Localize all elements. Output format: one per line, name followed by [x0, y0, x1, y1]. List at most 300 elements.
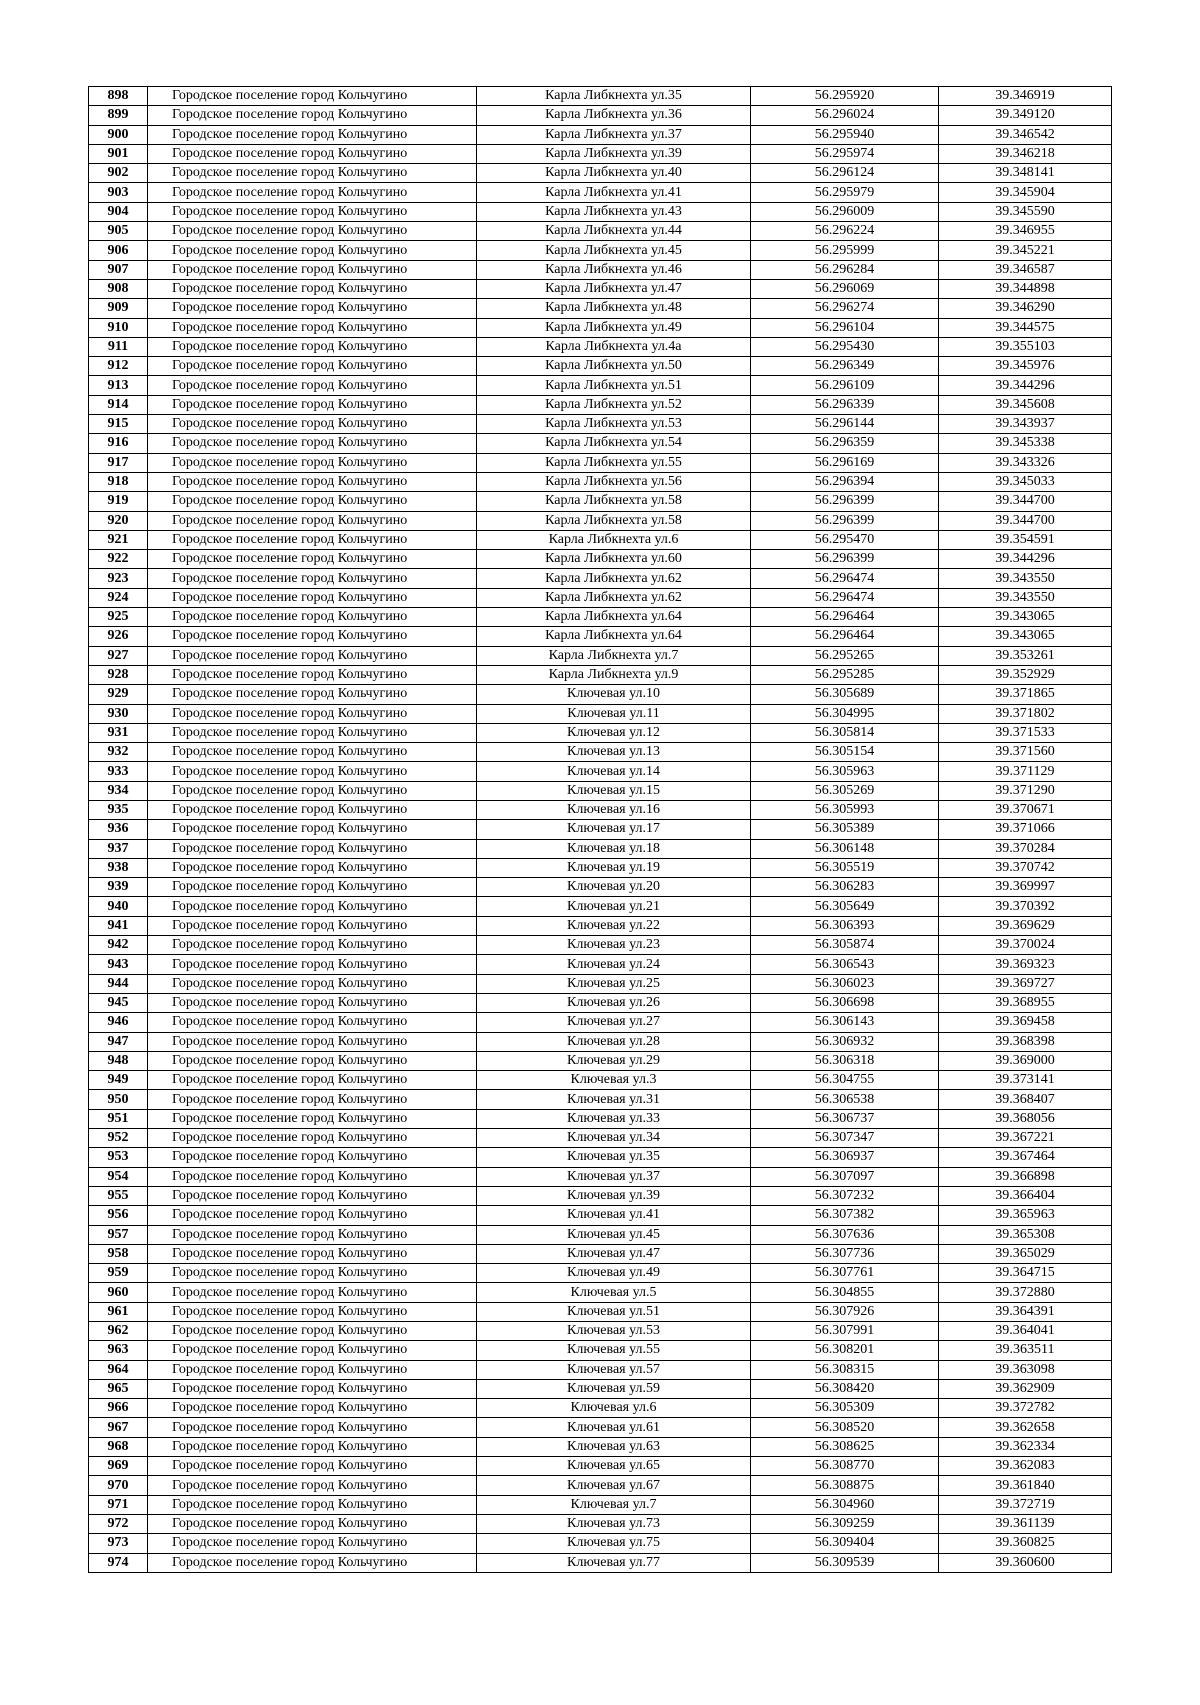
- municipality-cell: Городское поселение город Кольчугино: [148, 1302, 477, 1321]
- table-row: [89, 1051, 1112, 1070]
- longitude-cell: 39.343550: [939, 569, 1112, 588]
- latitude-cell: 56.306543: [751, 955, 939, 974]
- table-row: [89, 1109, 1112, 1128]
- latitude-cell: 56.296359: [751, 434, 939, 453]
- longitude-cell: 39.344296: [939, 376, 1112, 395]
- table-row: [89, 1534, 1112, 1553]
- latitude-cell: 56.296069: [751, 279, 939, 298]
- latitude-cell: 56.307736: [751, 1244, 939, 1263]
- table-body: [89, 87, 1112, 1573]
- table-row: [89, 743, 1112, 762]
- address-cell: Ключевая ул.20: [477, 878, 751, 897]
- row-number-cell: 959: [89, 1264, 148, 1283]
- table-row: [89, 492, 1112, 511]
- row-number-cell: 941: [89, 916, 148, 935]
- table-row: [89, 762, 1112, 781]
- address-cell: Карла Либкнехта ул.4а: [477, 337, 751, 356]
- address-cell: Ключевая ул.39: [477, 1186, 751, 1205]
- municipality-cell: Городское поселение город Кольчугино: [148, 1360, 477, 1379]
- table-row: [89, 183, 1112, 202]
- longitude-cell: 39.362334: [939, 1437, 1112, 1456]
- longitude-cell: 39.346919: [939, 87, 1112, 106]
- latitude-cell: 56.307761: [751, 1264, 939, 1283]
- address-cell: Ключевая ул.45: [477, 1225, 751, 1244]
- municipality-cell: Городское поселение город Кольчугино: [148, 1264, 477, 1283]
- address-cell: Ключевая ул.63: [477, 1437, 751, 1456]
- latitude-cell: 56.308875: [751, 1476, 939, 1495]
- latitude-cell: 56.296124: [751, 164, 939, 183]
- row-number-cell: 923: [89, 569, 148, 588]
- address-cell: Ключевая ул.15: [477, 781, 751, 800]
- address-cell: Карла Либкнехта ул.43: [477, 202, 751, 221]
- row-number-cell: 955: [89, 1186, 148, 1205]
- address-cell: Ключевая ул.6: [477, 1399, 751, 1418]
- table-row: [89, 260, 1112, 279]
- latitude-cell: 56.305154: [751, 743, 939, 762]
- municipality-cell: Городское поселение город Кольчугино: [148, 1109, 477, 1128]
- municipality-cell: Городское поселение город Кольчугино: [148, 376, 477, 395]
- latitude-cell: 56.306538: [751, 1090, 939, 1109]
- latitude-cell: 56.307636: [751, 1225, 939, 1244]
- latitude-cell: 56.307382: [751, 1206, 939, 1225]
- municipality-cell: Городское поселение город Кольчугино: [148, 685, 477, 704]
- row-number-cell: 948: [89, 1051, 148, 1070]
- longitude-cell: 39.369000: [939, 1051, 1112, 1070]
- address-cell: Карла Либкнехта ул.6: [477, 530, 751, 549]
- municipality-cell: Городское поселение город Кольчугино: [148, 1186, 477, 1205]
- address-cell: Ключевая ул.24: [477, 955, 751, 974]
- municipality-cell: Городское поселение город Кольчугино: [148, 627, 477, 646]
- table-row: [89, 453, 1112, 472]
- table-row: [89, 608, 1112, 627]
- table-row: [89, 1032, 1112, 1051]
- address-cell: Ключевая ул.19: [477, 858, 751, 877]
- longitude-cell: 39.372719: [939, 1495, 1112, 1514]
- table-row: [89, 1129, 1112, 1148]
- municipality-cell: Городское поселение город Кольчугино: [148, 820, 477, 839]
- address-cell: Карла Либкнехта ул.52: [477, 395, 751, 414]
- address-cell: Ключевая ул.23: [477, 936, 751, 955]
- latitude-cell: 56.295265: [751, 646, 939, 665]
- address-cell: Карла Либкнехта ул.60: [477, 550, 751, 569]
- address-cell: Ключевая ул.26: [477, 993, 751, 1012]
- row-number-cell: 902: [89, 164, 148, 183]
- row-number-cell: 906: [89, 241, 148, 260]
- table-row: [89, 1148, 1112, 1167]
- longitude-cell: 39.363511: [939, 1341, 1112, 1360]
- latitude-cell: 56.306737: [751, 1109, 939, 1128]
- row-number-cell: 908: [89, 279, 148, 298]
- longitude-cell: 39.372782: [939, 1399, 1112, 1418]
- row-number-cell: 942: [89, 936, 148, 955]
- row-number-cell: 962: [89, 1322, 148, 1341]
- municipality-cell: Городское поселение город Кольчугино: [148, 1437, 477, 1456]
- row-number-cell: 943: [89, 955, 148, 974]
- latitude-cell: 56.307232: [751, 1186, 939, 1205]
- municipality-cell: Городское поселение город Кольчугино: [148, 492, 477, 511]
- table-row: [89, 415, 1112, 434]
- address-cell: Ключевая ул.29: [477, 1051, 751, 1070]
- row-number-cell: 945: [89, 993, 148, 1012]
- row-number-cell: 932: [89, 743, 148, 762]
- latitude-cell: 56.305269: [751, 781, 939, 800]
- table-row: [89, 1225, 1112, 1244]
- row-number-cell: 918: [89, 472, 148, 491]
- latitude-cell: 56.305874: [751, 936, 939, 955]
- latitude-cell: 56.295920: [751, 87, 939, 106]
- address-cell: Ключевая ул.22: [477, 916, 751, 935]
- row-number-cell: 917: [89, 453, 148, 472]
- address-cell: Карла Либкнехта ул.45: [477, 241, 751, 260]
- table-row: [89, 550, 1112, 569]
- address-cell: Ключевая ул.49: [477, 1264, 751, 1283]
- row-number-cell: 952: [89, 1129, 148, 1148]
- address-cell: Ключевая ул.65: [477, 1457, 751, 1476]
- longitude-cell: 39.344700: [939, 492, 1112, 511]
- latitude-cell: 56.305993: [751, 800, 939, 819]
- municipality-cell: Городское поселение город Кольчугино: [148, 704, 477, 723]
- address-cell: Ключевая ул.35: [477, 1148, 751, 1167]
- longitude-cell: 39.371129: [939, 762, 1112, 781]
- address-cell: Карла Либкнехта ул.55: [477, 453, 751, 472]
- row-number-cell: 916: [89, 434, 148, 453]
- longitude-cell: 39.344898: [939, 279, 1112, 298]
- longitude-cell: 39.366404: [939, 1186, 1112, 1205]
- address-cell: Ключевая ул.10: [477, 685, 751, 704]
- row-number-cell: 933: [89, 762, 148, 781]
- longitude-cell: 39.364391: [939, 1302, 1112, 1321]
- municipality-cell: Городское поселение город Кольчугино: [148, 839, 477, 858]
- row-number-cell: 904: [89, 202, 148, 221]
- latitude-cell: 56.296169: [751, 453, 939, 472]
- municipality-cell: Городское поселение город Кольчугино: [148, 202, 477, 221]
- table-row: [89, 588, 1112, 607]
- longitude-cell: 39.362909: [939, 1379, 1112, 1398]
- table-row: [89, 627, 1112, 646]
- table-row: [89, 723, 1112, 742]
- table-row: [89, 202, 1112, 221]
- table-row: [89, 936, 1112, 955]
- table-row: [89, 1495, 1112, 1514]
- row-number-cell: 903: [89, 183, 148, 202]
- address-cell: Ключевая ул.5: [477, 1283, 751, 1302]
- address-cell: Ключевая ул.51: [477, 1302, 751, 1321]
- latitude-cell: 56.305963: [751, 762, 939, 781]
- municipality-cell: Городское поселение город Кольчугино: [148, 878, 477, 897]
- municipality-cell: Городское поселение город Кольчугино: [148, 646, 477, 665]
- longitude-cell: 39.352929: [939, 665, 1112, 684]
- latitude-cell: 56.306148: [751, 839, 939, 858]
- table-row: [89, 222, 1112, 241]
- municipality-cell: Городское поселение город Кольчугино: [148, 1399, 477, 1418]
- municipality-cell: Городское поселение город Кольчугино: [148, 974, 477, 993]
- latitude-cell: 56.296464: [751, 608, 939, 627]
- address-cell: Ключевая ул.73: [477, 1514, 751, 1533]
- address-cell: Ключевая ул.33: [477, 1109, 751, 1128]
- address-cell: Ключевая ул.61: [477, 1418, 751, 1437]
- municipality-cell: Городское поселение город Кольчугино: [148, 530, 477, 549]
- address-cell: Ключевая ул.57: [477, 1360, 751, 1379]
- row-number-cell: 971: [89, 1495, 148, 1514]
- latitude-cell: 56.296474: [751, 588, 939, 607]
- table-row: [89, 1302, 1112, 1321]
- latitude-cell: 56.296284: [751, 260, 939, 279]
- municipality-cell: Городское поселение город Кольчугино: [148, 1206, 477, 1225]
- municipality-cell: Городское поселение город Кольчугино: [148, 1514, 477, 1533]
- row-number-cell: 940: [89, 897, 148, 916]
- longitude-cell: 39.345221: [939, 241, 1112, 260]
- address-cell: Ключевая ул.3: [477, 1071, 751, 1090]
- latitude-cell: 56.295979: [751, 183, 939, 202]
- row-number-cell: 910: [89, 318, 148, 337]
- row-number-cell: 938: [89, 858, 148, 877]
- municipality-cell: Городское поселение город Кольчугино: [148, 87, 477, 106]
- table-row: [89, 125, 1112, 144]
- row-number-cell: 944: [89, 974, 148, 993]
- municipality-cell: Городское поселение город Кольчугино: [148, 762, 477, 781]
- table-row: [89, 337, 1112, 356]
- table-row: [89, 993, 1112, 1012]
- address-cell: Карла Либкнехта ул.64: [477, 608, 751, 627]
- longitude-cell: 39.371533: [939, 723, 1112, 742]
- address-cell: Ключевая ул.55: [477, 1341, 751, 1360]
- latitude-cell: 56.307991: [751, 1322, 939, 1341]
- municipality-cell: Городское поселение город Кольчугино: [148, 1167, 477, 1186]
- municipality-cell: Городское поселение город Кольчугино: [148, 1244, 477, 1263]
- address-cell: Ключевая ул.77: [477, 1553, 751, 1572]
- table-row: [89, 839, 1112, 858]
- longitude-cell: 39.361840: [939, 1476, 1112, 1495]
- latitude-cell: 56.296224: [751, 222, 939, 241]
- address-cell: Карла Либкнехта ул.53: [477, 415, 751, 434]
- row-number-cell: 915: [89, 415, 148, 434]
- latitude-cell: 56.305814: [751, 723, 939, 742]
- municipality-cell: Городское поселение город Кольчугино: [148, 1322, 477, 1341]
- longitude-cell: 39.371066: [939, 820, 1112, 839]
- table-row: [89, 858, 1112, 877]
- row-number-cell: 926: [89, 627, 148, 646]
- municipality-cell: Городское поселение город Кольчугино: [148, 337, 477, 356]
- table-row: [89, 1379, 1112, 1398]
- longitude-cell: 39.371802: [939, 704, 1112, 723]
- address-cell: Ключевая ул.7: [477, 1495, 751, 1514]
- table-row: [89, 164, 1112, 183]
- latitude-cell: 56.307097: [751, 1167, 939, 1186]
- table-row: [89, 318, 1112, 337]
- row-number-cell: 957: [89, 1225, 148, 1244]
- address-cell: Ключевая ул.25: [477, 974, 751, 993]
- latitude-cell: 56.296339: [751, 395, 939, 414]
- latitude-cell: 56.309539: [751, 1553, 939, 1572]
- address-cell: Ключевая ул.37: [477, 1167, 751, 1186]
- address-cell: Карла Либкнехта ул.64: [477, 627, 751, 646]
- table-row: [89, 1437, 1112, 1456]
- longitude-cell: 39.344296: [939, 550, 1112, 569]
- municipality-cell: Городское поселение город Кольчугино: [148, 125, 477, 144]
- row-number-cell: 958: [89, 1244, 148, 1263]
- latitude-cell: 56.308420: [751, 1379, 939, 1398]
- latitude-cell: 56.296144: [751, 415, 939, 434]
- municipality-cell: Городское поселение город Кольчугино: [148, 164, 477, 183]
- latitude-cell: 56.306698: [751, 993, 939, 1012]
- row-number-cell: 913: [89, 376, 148, 395]
- address-cell: Карла Либкнехта ул.40: [477, 164, 751, 183]
- row-number-cell: 953: [89, 1148, 148, 1167]
- table-row: [89, 800, 1112, 819]
- municipality-cell: Городское поселение город Кольчугино: [148, 1495, 477, 1514]
- table-row: [89, 357, 1112, 376]
- address-cell: Ключевая ул.34: [477, 1129, 751, 1148]
- longitude-cell: 39.346218: [939, 144, 1112, 163]
- address-cell: Ключевая ул.28: [477, 1032, 751, 1051]
- longitude-cell: 39.344575: [939, 318, 1112, 337]
- latitude-cell: 56.295285: [751, 665, 939, 684]
- row-number-cell: 936: [89, 820, 148, 839]
- latitude-cell: 56.306932: [751, 1032, 939, 1051]
- municipality-cell: Городское поселение город Кольчугино: [148, 1013, 477, 1032]
- latitude-cell: 56.306318: [751, 1051, 939, 1070]
- table-row: [89, 1206, 1112, 1225]
- longitude-cell: 39.360600: [939, 1553, 1112, 1572]
- longitude-cell: 39.345590: [939, 202, 1112, 221]
- row-number-cell: 924: [89, 588, 148, 607]
- row-number-cell: 970: [89, 1476, 148, 1495]
- municipality-cell: Городское поселение город Кольчугино: [148, 1032, 477, 1051]
- longitude-cell: 39.370671: [939, 800, 1112, 819]
- row-number-cell: 901: [89, 144, 148, 163]
- row-number-cell: 934: [89, 781, 148, 800]
- latitude-cell: 56.296399: [751, 492, 939, 511]
- latitude-cell: 56.308315: [751, 1360, 939, 1379]
- table-row: [89, 704, 1112, 723]
- longitude-cell: 39.343065: [939, 627, 1112, 646]
- longitude-cell: 39.345608: [939, 395, 1112, 414]
- address-cell: Ключевая ул.47: [477, 1244, 751, 1263]
- row-number-cell: 960: [89, 1283, 148, 1302]
- longitude-cell: 39.345976: [939, 357, 1112, 376]
- latitude-cell: 56.304755: [751, 1071, 939, 1090]
- municipality-cell: Городское поселение город Кольчугино: [148, 955, 477, 974]
- latitude-cell: 56.306393: [751, 916, 939, 935]
- row-number-cell: 946: [89, 1013, 148, 1032]
- row-number-cell: 905: [89, 222, 148, 241]
- table-row: [89, 569, 1112, 588]
- municipality-cell: Городское поселение город Кольчугино: [148, 897, 477, 916]
- municipality-cell: Городское поселение город Кольчугино: [148, 1283, 477, 1302]
- address-cell: Карла Либкнехта ул.58: [477, 492, 751, 511]
- latitude-cell: 56.307926: [751, 1302, 939, 1321]
- address-cell: Ключевая ул.17: [477, 820, 751, 839]
- row-number-cell: 966: [89, 1399, 148, 1418]
- address-cell: Карла Либкнехта ул.36: [477, 106, 751, 125]
- municipality-cell: Городское поселение город Кольчугино: [148, 1379, 477, 1398]
- row-number-cell: 964: [89, 1360, 148, 1379]
- latitude-cell: 56.295940: [751, 125, 939, 144]
- row-number-cell: 928: [89, 665, 148, 684]
- latitude-cell: 56.306283: [751, 878, 939, 897]
- table-row: [89, 1399, 1112, 1418]
- table-row: [89, 820, 1112, 839]
- table-row: [89, 1457, 1112, 1476]
- address-cell: Карла Либкнехта ул.41: [477, 183, 751, 202]
- address-cell: Карла Либкнехта ул.35: [477, 87, 751, 106]
- municipality-cell: Городское поселение город Кольчугино: [148, 916, 477, 935]
- table-row: [89, 1013, 1112, 1032]
- table-row: [89, 1476, 1112, 1495]
- longitude-cell: 39.355103: [939, 337, 1112, 356]
- address-cell: Карла Либкнехта ул.9: [477, 665, 751, 684]
- table-row: [89, 376, 1112, 395]
- row-number-cell: 931: [89, 723, 148, 742]
- table-row: [89, 1553, 1112, 1572]
- row-number-cell: 937: [89, 839, 148, 858]
- address-cell: Карла Либкнехта ул.62: [477, 569, 751, 588]
- row-number-cell: 922: [89, 550, 148, 569]
- table-row: [89, 1167, 1112, 1186]
- row-number-cell: 947: [89, 1032, 148, 1051]
- row-number-cell: 951: [89, 1109, 148, 1128]
- municipality-cell: Городское поселение город Кольчугино: [148, 608, 477, 627]
- address-cell: Карла Либкнехта ул.46: [477, 260, 751, 279]
- address-cell: Ключевая ул.13: [477, 743, 751, 762]
- municipality-cell: Городское поселение город Кольчугино: [148, 511, 477, 530]
- table-row: [89, 878, 1112, 897]
- latitude-cell: 56.296464: [751, 627, 939, 646]
- longitude-cell: 39.369629: [939, 916, 1112, 935]
- table-row: [89, 144, 1112, 163]
- latitude-cell: 56.308770: [751, 1457, 939, 1476]
- municipality-cell: Городское поселение город Кольчугино: [148, 453, 477, 472]
- latitude-cell: 56.296399: [751, 550, 939, 569]
- address-cell: Ключевая ул.12: [477, 723, 751, 742]
- latitude-cell: 56.307347: [751, 1129, 939, 1148]
- municipality-cell: Городское поселение город Кольчугино: [148, 144, 477, 163]
- row-number-cell: 961: [89, 1302, 148, 1321]
- longitude-cell: 39.369997: [939, 878, 1112, 897]
- address-cell: Карла Либкнехта ул.62: [477, 588, 751, 607]
- longitude-cell: 39.366898: [939, 1167, 1112, 1186]
- address-cell: Ключевая ул.27: [477, 1013, 751, 1032]
- longitude-cell: 39.365963: [939, 1206, 1112, 1225]
- address-cell: Ключевая ул.59: [477, 1379, 751, 1398]
- municipality-cell: Городское поселение город Кольчугино: [148, 743, 477, 762]
- longitude-cell: 39.370024: [939, 936, 1112, 955]
- latitude-cell: 56.295974: [751, 144, 939, 163]
- latitude-cell: 56.309404: [751, 1534, 939, 1553]
- latitude-cell: 56.295999: [751, 241, 939, 260]
- row-number-cell: 974: [89, 1553, 148, 1572]
- municipality-cell: Городское поселение город Кольчугино: [148, 1090, 477, 1109]
- municipality-cell: Городское поселение город Кольчугино: [148, 299, 477, 318]
- table-row: [89, 106, 1112, 125]
- latitude-cell: 56.308625: [751, 1437, 939, 1456]
- municipality-cell: Городское поселение город Кольчугино: [148, 1457, 477, 1476]
- longitude-cell: 39.343065: [939, 608, 1112, 627]
- longitude-cell: 39.371865: [939, 685, 1112, 704]
- table-row: [89, 511, 1112, 530]
- latitude-cell: 56.296109: [751, 376, 939, 395]
- row-number-cell: 965: [89, 1379, 148, 1398]
- longitude-cell: 39.345904: [939, 183, 1112, 202]
- latitude-cell: 56.295430: [751, 337, 939, 356]
- table-row: [89, 646, 1112, 665]
- table-row: [89, 1071, 1112, 1090]
- longitude-cell: 39.368955: [939, 993, 1112, 1012]
- table-row: [89, 241, 1112, 260]
- address-cell: Карла Либкнехта ул.58: [477, 511, 751, 530]
- address-coordinates-table: [88, 86, 1112, 1573]
- address-cell: Карла Либкнехта ул.48: [477, 299, 751, 318]
